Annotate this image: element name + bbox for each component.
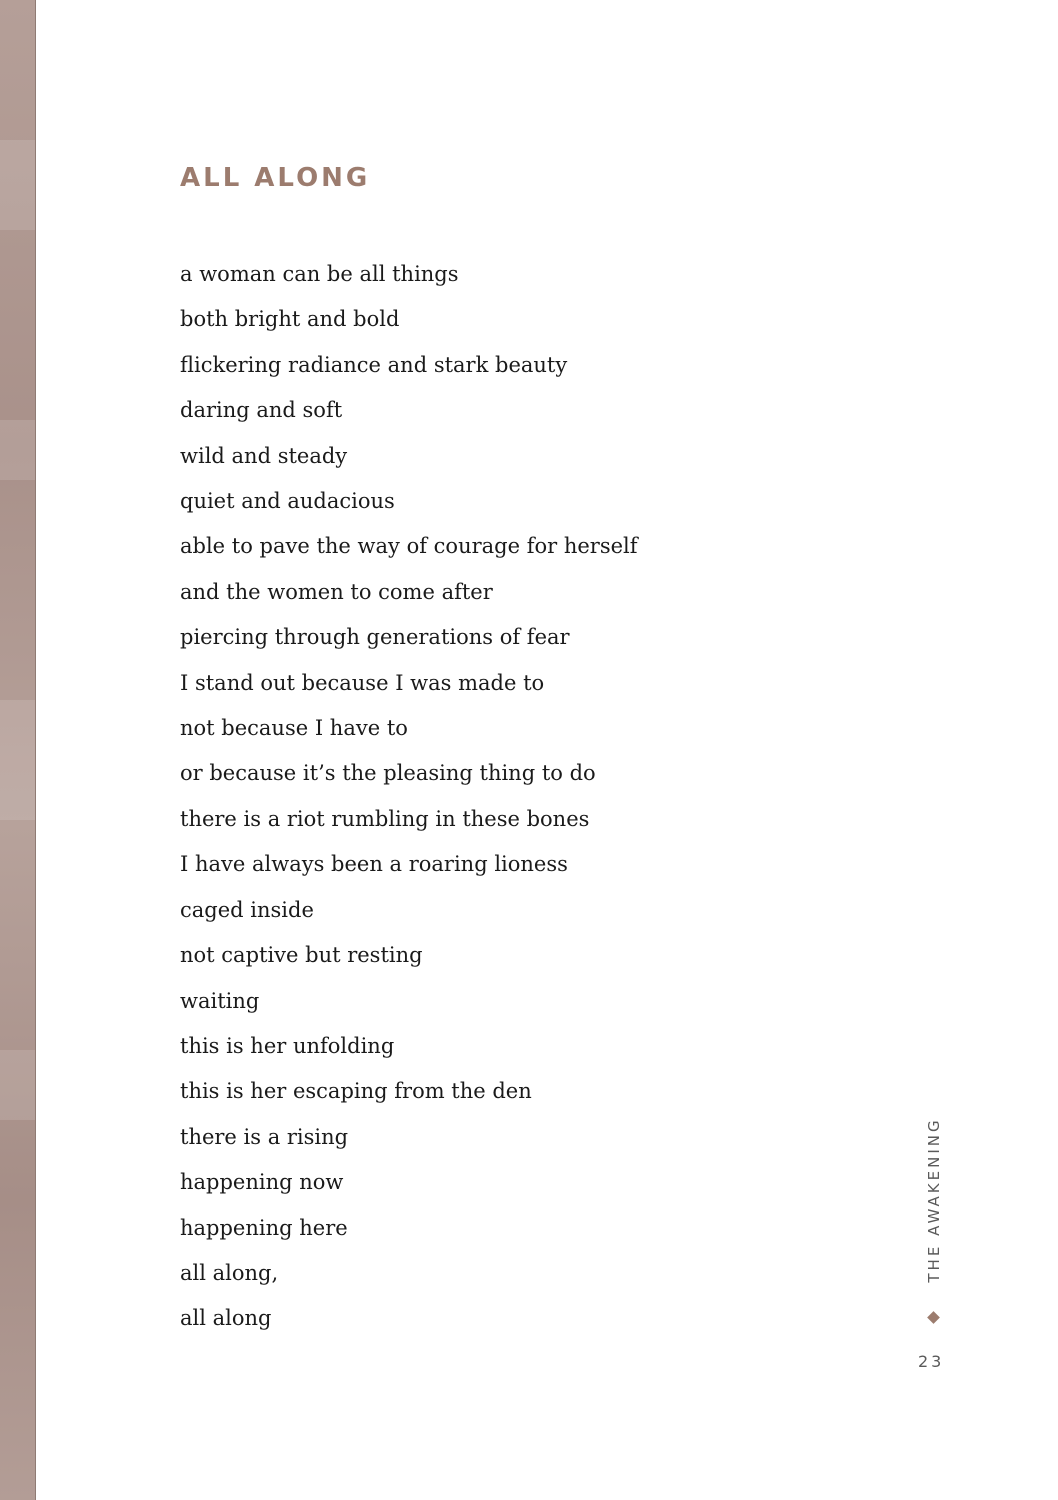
poem-line: happening here	[180, 1215, 348, 1240]
poem-line: able to pave the way of courage for herself	[180, 534, 638, 559]
poem-line: this is her escaping from the den	[180, 1079, 532, 1104]
poem-line: not because I have to	[180, 716, 408, 741]
poem-line: there is a riot rumbling in these bones	[180, 806, 590, 831]
decorative-side-band	[0, 0, 36, 1500]
poem-line: there is a rising	[180, 1124, 349, 1149]
poem-line: I stand out because I was made to	[180, 670, 545, 695]
diamond-icon	[927, 1311, 940, 1324]
band-texture-streak	[0, 700, 36, 820]
poem-body	[180, 252, 638, 1342]
band-texture-streak	[0, 140, 36, 230]
band-texture-streak	[0, 1050, 36, 1120]
poem-line: this is her unfolding	[180, 1033, 395, 1058]
band-texture-streak	[0, 420, 36, 480]
poem-line: happening now	[180, 1170, 344, 1195]
band-edge	[35, 0, 36, 1500]
poem-line: both bright and bold	[180, 307, 400, 332]
poem-line: piercing through generations of fear	[180, 625, 570, 650]
poem-line: all along	[180, 1306, 272, 1331]
poem-line: all along,	[180, 1260, 279, 1285]
poem-line: daring and soft	[180, 398, 343, 423]
poem-line: a woman can be all things	[180, 262, 459, 286]
poem-line: flickering radiance and stark beauty	[180, 352, 568, 377]
poem-line: I have always been a roaring lioness	[180, 852, 568, 877]
page-number: 23	[918, 1352, 945, 1371]
poem-line: quiet and audacious	[180, 489, 395, 514]
poem-line: waiting	[180, 988, 260, 1013]
poem-line: not captive but resting	[180, 943, 423, 968]
running-head: THE AWAKENING	[925, 1117, 943, 1283]
poem-line: caged inside	[180, 897, 314, 922]
poem-line: or because it’s the pleasing thing to do	[180, 761, 596, 786]
poem-line: wild and steady	[180, 443, 348, 468]
poem-line: and the women to come after	[180, 579, 493, 604]
poem-title: ALL ALONG	[180, 163, 371, 193]
